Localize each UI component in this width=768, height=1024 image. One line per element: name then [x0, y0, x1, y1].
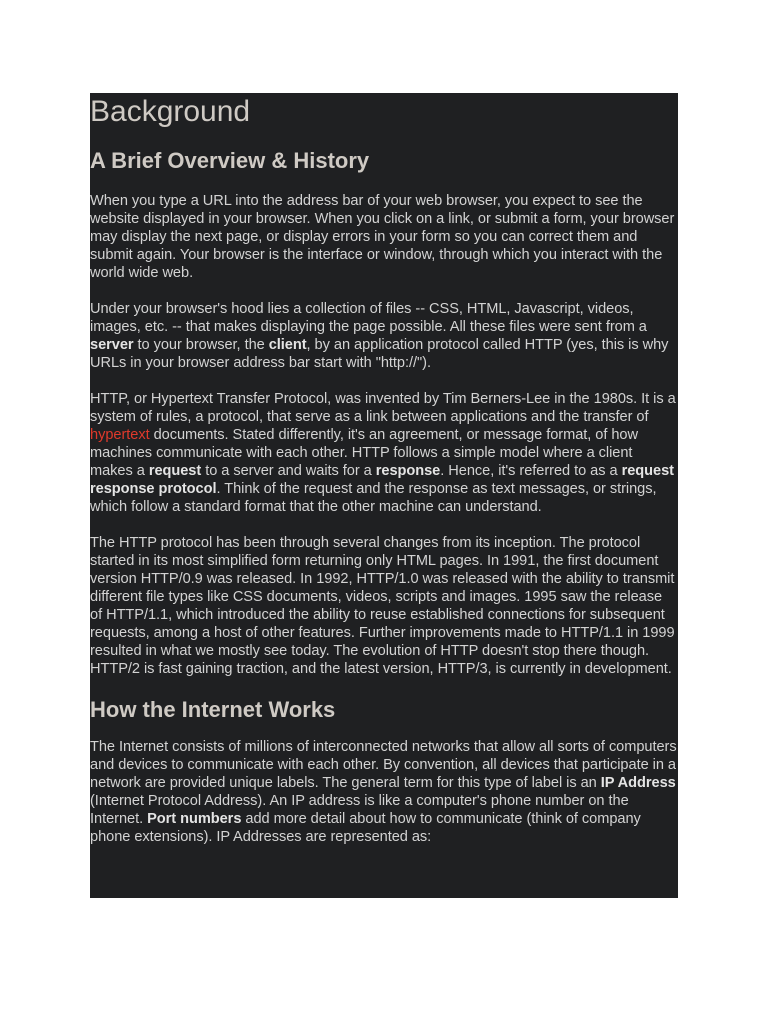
section-heading-internet: How the Internet Works — [90, 697, 336, 722]
text-run: to your browser, the — [133, 337, 269, 353]
term-client: client — [268, 337, 307, 353]
paragraph-browser-hood — [90, 300, 678, 372]
term-request-response-protocol: request response protocol — [90, 463, 674, 497]
term-port-numbers: Port numbers — [147, 811, 242, 827]
term-ip-address: IP Address — [600, 775, 676, 791]
hypertext-link[interactable]: hypertext — [90, 427, 150, 443]
term-request: request — [148, 463, 202, 479]
term-response: response — [375, 463, 441, 479]
text-run: The Internet consists of millions of interconnected networks that allow all sorts of computers and devices to communicate with each other. By convention, all devices that participate in a network are provided unique labels. The general term for this type of label is an — [90, 739, 677, 791]
text-run: to a server and waits for a — [201, 463, 376, 479]
page-title: Background — [90, 95, 251, 128]
text-run: HTTP, or Hypertext Transfer Protocol, was invented by Tim Berners-Lee in the 1980s. It is a system of rules, a protocol, that serve as a link between applications and the transfer of — [90, 391, 676, 425]
section-heading-overview: A Brief Overview & History — [90, 148, 370, 173]
text-run: . Think of the request and the response as text messages, or strings, which follow a standard format that the other machine can understand. — [90, 481, 657, 515]
text-run: documents. Stated differently, it's an agreement, or message format, of how machines communicate with each other. HTTP follows a simple model where a client makes a — [90, 427, 638, 479]
text-run: . Hence, it's referred to as a — [440, 463, 622, 479]
paragraph-browser-intro: When you type a URL into the address bar of your web browser, you expect to see the website displayed in your browser. When you click on a link, or submit a form, your browser may display the next page, or display errors in your form so you can correct them and submit again. Your browser is the interface or window, through which you interact with the world wide web. — [90, 193, 675, 281]
paragraph-http-definition — [90, 390, 678, 516]
text-run: add more detail about how to communicate (think of company phone extensions). IP Addresses are represented as: — [90, 811, 641, 845]
text-run: Under your browser's hood lies a collection of files -- CSS, HTML, Javascript, videos, images, etc. -- that makes displaying the page possible. All these files were sent from a — [90, 301, 647, 335]
paragraph-http-history: The HTTP protocol has been through several changes from its inception. The protocol started in its most simplified form returning only HTML pages. In 1991, the first document version HTTP/0.9 was released. In 1992, HTTP/1.0 was released with the ability to transmit different file types like CSS documents, videos, scripts and images. 1995 saw the release of HTTP/1.1, which introduced the ability to reuse established connections for subsequent requests, among a host of other features. Further improvements made to HTTP/1.1 in 1999 resulted in what we mostly see today. The evolution of HTTP doesn't stop there though. HTTP/2 is fast gaining traction, and the latest version, HTTP/3, is currently in development. — [90, 535, 675, 677]
document-panel — [90, 93, 678, 898]
text-run: , by an application protocol called HTTP (yes, this is why URLs in your browser address bar start with "http://"). — [90, 337, 669, 371]
paragraph-internet-intro — [90, 738, 678, 846]
text-run: (Internet Protocol Address). An IP address is like a computer's phone number on the Internet. — [90, 793, 629, 827]
term-server: server — [90, 337, 134, 353]
